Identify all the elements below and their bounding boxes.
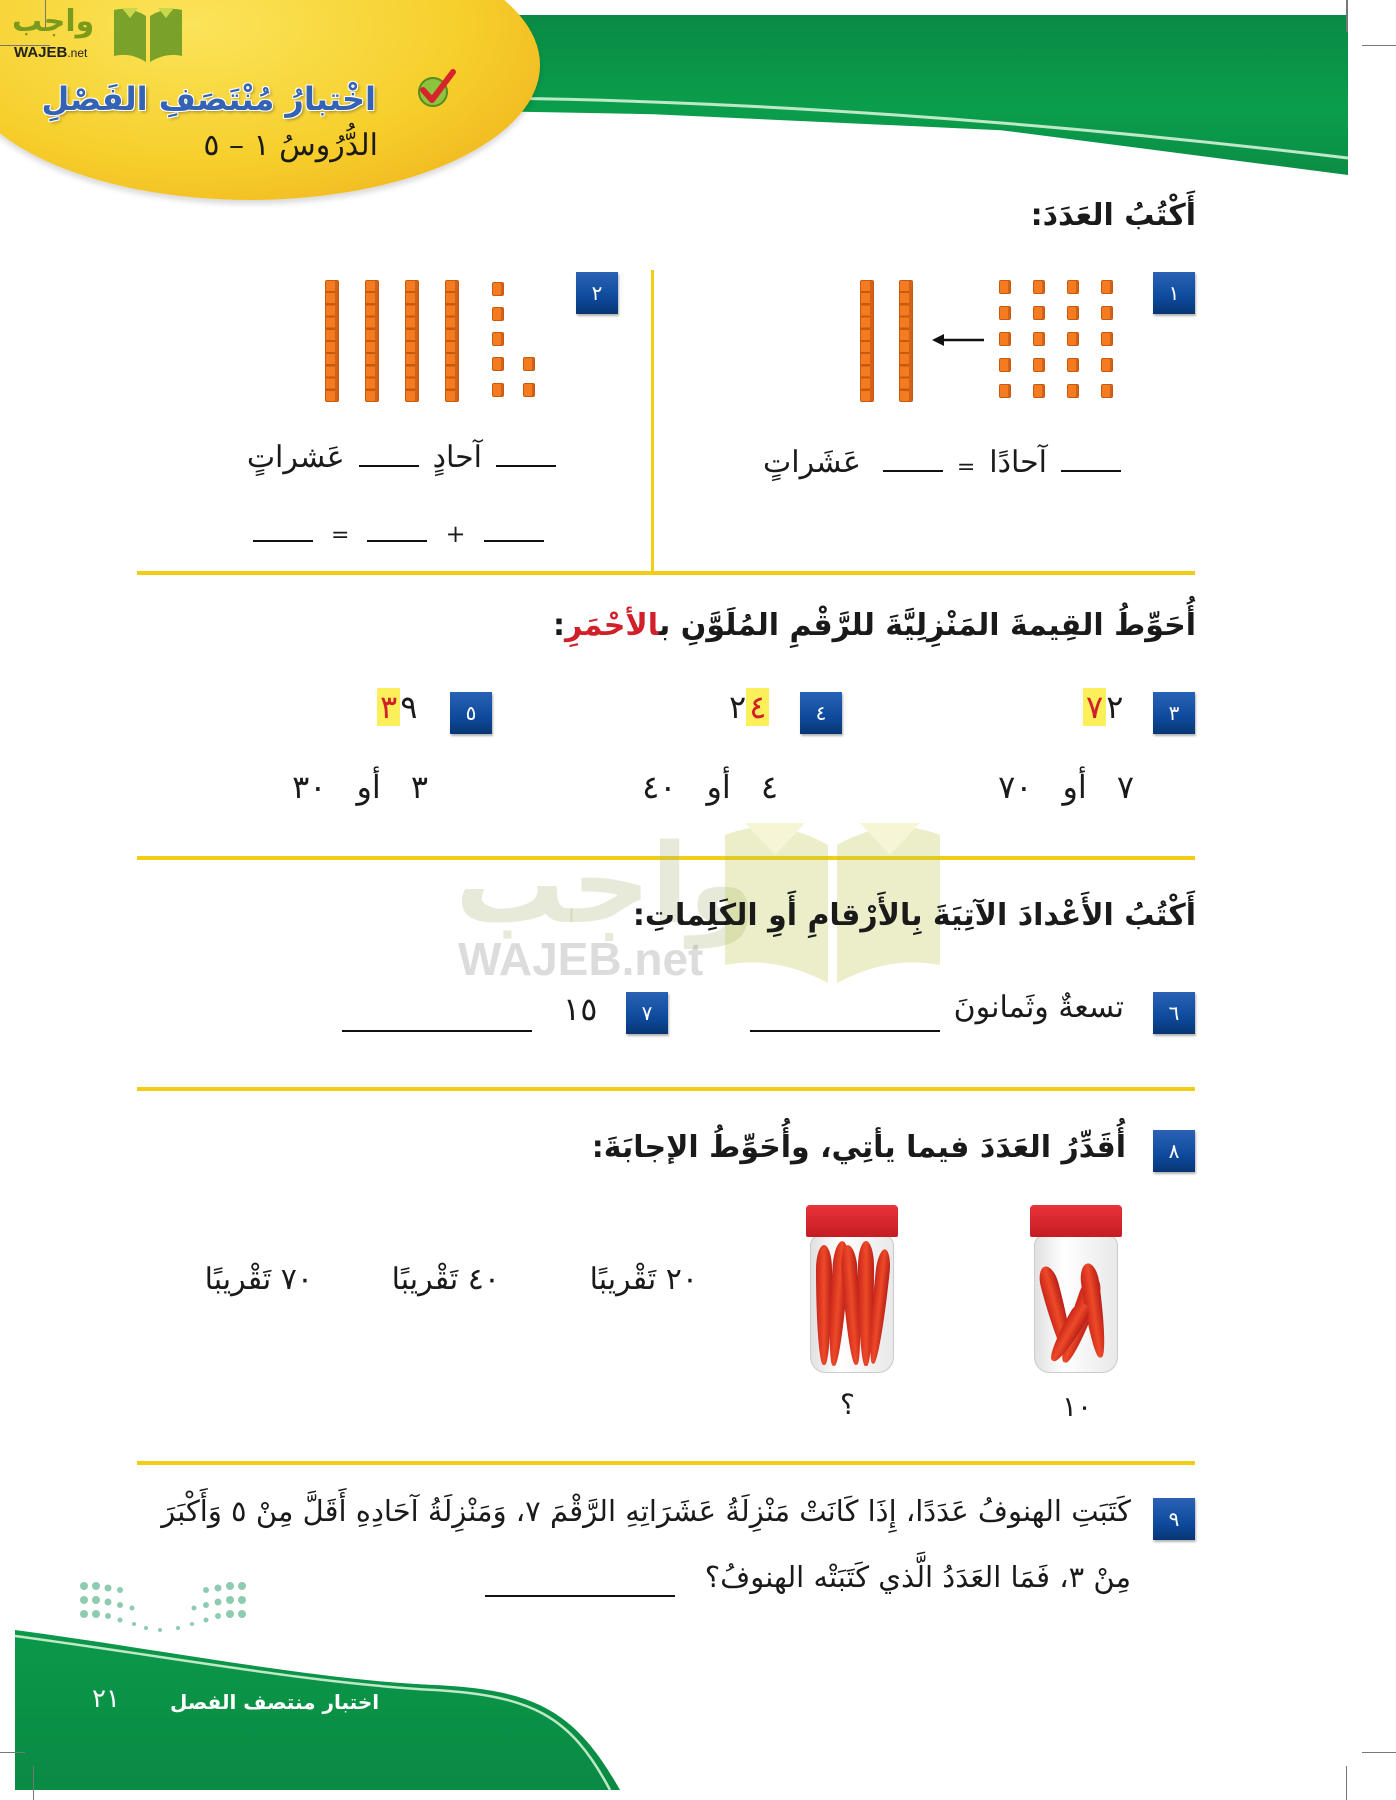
wajeb-logo-arabic[interactable]: واجب	[12, 4, 95, 39]
section2-title-text: أُحَوِّطُ القِيمةَ المَنْزِلِيَّةَ للرَّقْمِ المُلَوَّنِ ب	[659, 608, 1196, 643]
q1-ones-word: آحادًا	[989, 445, 1047, 480]
q2-blank-total[interactable]	[253, 540, 313, 542]
unit-block	[999, 384, 1011, 398]
unit-block	[492, 332, 504, 346]
logo-en-suffix: .net	[67, 46, 88, 60]
estimate-option-40[interactable]: ٤٠ تَقْريبًا	[391, 1262, 500, 1297]
q2-blank-tens-value[interactable]	[484, 540, 544, 542]
unit-block	[1067, 384, 1079, 398]
reference-jar-label: ١٠	[1062, 1390, 1093, 1423]
plain-digit: ٢	[1106, 688, 1124, 726]
q3-option-tens[interactable]: ٧٠	[998, 768, 1033, 806]
plain-digit: ٢	[729, 688, 747, 726]
question-badge-9: ٩	[1153, 1498, 1195, 1540]
unit-block	[1067, 332, 1079, 346]
highlighted-digit: ٣	[377, 688, 400, 726]
unit-block	[1101, 280, 1113, 294]
q2-answer-line1	[247, 440, 556, 475]
q2-equals: =	[331, 523, 350, 548]
section4-title: أُقَدِّرُ العَدَدَ فيما يأتِي، وأُحَوِّطُ الإجابَةَ:	[591, 1130, 1126, 1165]
crop-mark	[1346, 0, 1348, 32]
section2-title-red: الأحْمَرِ	[565, 608, 660, 643]
unit-block	[1033, 384, 1045, 398]
unit-block	[1101, 332, 1113, 346]
q1-answer-line	[763, 445, 1121, 480]
section-divider	[137, 1087, 1195, 1091]
page-number: ٢١	[92, 1684, 120, 1714]
unit-block	[999, 306, 1011, 320]
unit-block	[1067, 280, 1079, 294]
q1-tens-word: عَشَراتٍ	[763, 445, 861, 480]
q4-option-ones[interactable]: ٤	[760, 768, 778, 806]
question-badge-5: ٥	[450, 692, 492, 734]
tens-rod	[899, 280, 913, 402]
crop-mark	[1346, 1766, 1347, 1800]
watermark-english: WAJEB.net	[458, 933, 704, 985]
section2-title	[553, 608, 1196, 643]
q1-ones-blocks	[999, 280, 1119, 405]
unit-block	[492, 357, 504, 371]
crop-mark	[1362, 45, 1396, 46]
unknown-jar-image	[806, 1205, 898, 1375]
q5-option-ones[interactable]: ٣	[410, 768, 428, 806]
q3-options	[998, 768, 1134, 806]
q3-option-ones[interactable]: ٧	[1116, 768, 1134, 806]
checkmark-icon	[415, 68, 457, 110]
unit-block	[999, 358, 1011, 372]
q7-answer-blank[interactable]	[342, 1030, 532, 1032]
unit-block	[492, 383, 504, 397]
reference-jar-image	[1030, 1205, 1122, 1375]
question-badge-4: ٤	[800, 692, 842, 734]
unit-block	[492, 282, 504, 296]
q6-prompt: تسعةٌ وثَمانونَ	[953, 990, 1124, 1025]
crop-mark	[33, 1766, 34, 1800]
section1-divider	[651, 270, 654, 572]
jar-lid	[1030, 1205, 1122, 1237]
unit-block	[999, 280, 1011, 294]
jar-lid	[806, 1205, 898, 1237]
unit-block	[999, 332, 1011, 346]
q6-answer-blank[interactable]	[750, 1030, 940, 1032]
unit-block	[1033, 332, 1045, 346]
q1-blank-tens[interactable]	[883, 470, 943, 472]
question-badge-2: ٢	[576, 272, 618, 314]
q2-tens-word: عَشراتٍ	[246, 440, 345, 475]
question-badge-7: ٧	[626, 992, 668, 1034]
q5-option-tens[interactable]: ٣٠	[292, 768, 327, 806]
unit-block	[1067, 358, 1079, 372]
question-badge-1: ١	[1153, 272, 1195, 314]
q2-blank-ones[interactable]	[496, 465, 556, 467]
lessons-subtitle: الدُّرُوسُ ١ – ٥	[203, 128, 378, 163]
section-divider	[137, 1461, 1195, 1465]
question-badge-6: ٦	[1153, 992, 1195, 1034]
crop-mark	[0, 1752, 25, 1753]
page-title: اخْتبارُ مُنْتَصَفِ الفَصْلِ	[41, 80, 376, 118]
q2-blank-tens[interactable]	[359, 465, 419, 467]
q1-equals: =	[956, 455, 976, 480]
unit-block	[1067, 306, 1079, 320]
q5-number	[377, 688, 417, 726]
q9-answer-blank[interactable]	[485, 1595, 675, 1597]
logo-en-text: WAJEB	[14, 44, 68, 61]
q5-options	[292, 768, 428, 806]
header-green-band	[480, 15, 1348, 175]
unit-block	[523, 357, 535, 371]
q2-blank-ones-value[interactable]	[367, 540, 427, 542]
tens-rod	[365, 280, 379, 402]
highlighted-digit: ٧	[1083, 688, 1106, 726]
tens-rod	[445, 280, 459, 402]
crop-mark	[1362, 1752, 1396, 1753]
footer-chapter-label: اختبار منتصف الفصل	[170, 1690, 380, 1714]
question-badge-3: ٣	[1153, 692, 1195, 734]
unit-block	[1101, 306, 1113, 320]
q4-or: أو	[706, 768, 731, 806]
highlighted-digit: ٤	[746, 688, 769, 726]
estimate-option-20[interactable]: ٢٠ تَقْريبًا	[589, 1262, 698, 1297]
section3-title: أَكْتُبُ الأَعْدادَ الآتِيَةَ بِالأَرْقامِ أَوِ الكَلِماتِ:	[632, 898, 1196, 933]
unit-block	[1033, 358, 1045, 372]
watermark-arabic: واجب	[455, 820, 757, 948]
q3-or: أو	[1062, 768, 1087, 806]
arrow-left-icon	[932, 332, 984, 348]
book-logo-icon	[112, 6, 184, 64]
q4-options	[642, 768, 778, 806]
unit-block	[1101, 384, 1113, 398]
section1-title: أَكْتُبُ العَدَدَ:	[1030, 198, 1196, 233]
q9-text-line2: مِنْ ٣، فَمَا العَدَدُ الَّذي كَتَبَتْه الهنوفُ؟	[704, 1560, 1131, 1594]
q2-plus: +	[445, 520, 466, 548]
q2-answer-line2	[253, 520, 544, 548]
q7-prompt: ١٥	[563, 990, 598, 1028]
q9-text-line1: كَتَبَتِ الهنوفُ عَدَدًا، إِذَا كَانَتْ مَنْزِلَةُ عَشَرَاتِهِ الرَّقْمَ ٧، وَمَنْزِلَةُ آحَادِهِ أَقَلَّ مِنْ ٥ وَأَكْبَرَ	[161, 1494, 1131, 1528]
question-badge-8: ٨	[1153, 1130, 1195, 1172]
q2-ones-word: آحادٍ	[432, 440, 482, 475]
unit-block	[1033, 280, 1045, 294]
section2-title-colon: :	[553, 608, 566, 643]
section-divider	[137, 571, 1195, 575]
tens-rod	[860, 280, 874, 402]
q4-number	[729, 688, 769, 726]
q3-number	[1083, 688, 1123, 726]
unknown-jar-label: ؟	[840, 1388, 855, 1421]
tens-rod	[325, 280, 339, 402]
unit-block	[492, 307, 504, 321]
q5-or: أو	[356, 768, 381, 806]
wajeb-logo-english[interactable]	[14, 44, 87, 61]
q1-blank-ones[interactable]	[1061, 470, 1121, 472]
unit-block	[523, 383, 535, 397]
unit-block	[1033, 306, 1045, 320]
plain-digit: ٩	[400, 688, 418, 726]
tens-rod	[405, 280, 419, 402]
unit-block	[1101, 358, 1113, 372]
q4-option-tens[interactable]: ٤٠	[642, 768, 677, 806]
estimate-option-70[interactable]: ٧٠ تَقْريبًا	[204, 1262, 313, 1297]
